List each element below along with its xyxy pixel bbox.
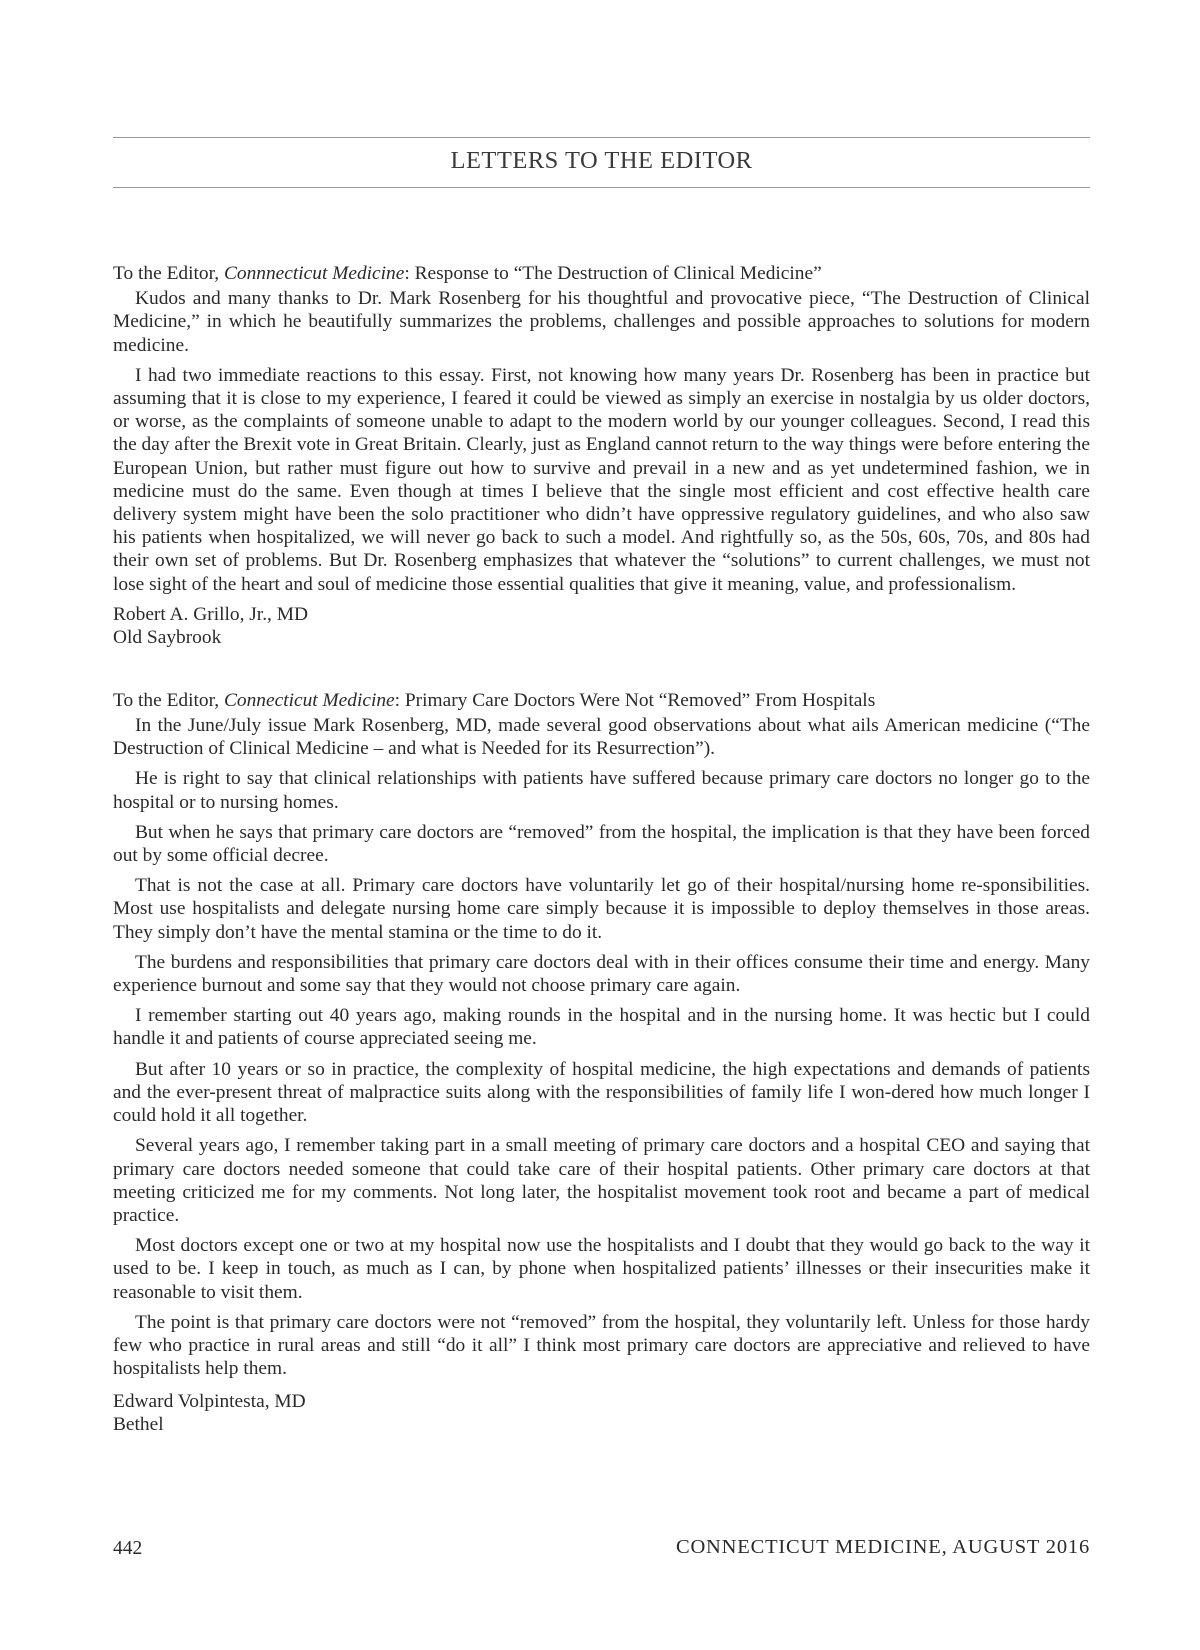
signature-block xyxy=(113,1390,1090,1436)
section-title: LETTERS TO THE EDITOR xyxy=(450,147,753,174)
author-name: Robert A. Grillo, Jr., MD xyxy=(113,603,308,625)
letter-heading xyxy=(113,689,1090,712)
journal-name: Connnecticut Medicine xyxy=(223,263,405,284)
letter-paragraph: The burdens and responsibilities that primary care doctors deal with in their offices consume their time and energy. Many experience burnout and some say that they would not choose primary care again. xyxy=(113,951,1090,997)
letter-paragraph: That is not the case at all. Primary care doctors have voluntarily let go of their hospital/nursing home re-sponsibilities. Most use hospitalists and delegate nursing home care simply because it is impossible to deploy themselves in those areas. They simply don’t have the mental stamina or the time to do it. xyxy=(113,875,1090,943)
letter-paragraph: Most doctors except one or two at my hospital now use the hospitalists and I doubt that they would go back to the way it used to be. I keep in touch, as much as I can, by phone when hospitalized patients’ illnesses or their insecurities make it reasonable to visit them. xyxy=(113,1235,1090,1303)
letter-paragraph: I remember starting out 40 years ago, making rounds in the hospital and in the nursing home. It was hectic but I could handle it and patients of course appreciated seeing me. xyxy=(113,1005,1090,1050)
letter-paragraph: I had two immediate reactions to this essay. First, not knowing how many years Dr. Rosenberg has been in practice but assuming that it is close to my experience, I feared it could be viewed as simply an exercise in nostalgia by us older doctors, or worse, as the complaints of someone unable to adapt to the modern world by our younger colleagues. Second, I read this the day after the Brexit vote in Great Britain. Clearly, just as England cannot return to the way things were before entering the European Union, but rather must figure out how to survive and prevail in a new and as yet undetermined fashion, we in medicine must do the same. Even though at times I believe that the single most efficient and cost effective health care delivery system might have been the solo practitioner who didn’t have oppressive regulatory guidelines, and who also saw his patients when hospitalized, we will never go back to such a model. And rightfully so, as the 50s, 60s, 70s, and 80s had their own set of problems. But Dr. Rosenberg emphasizes that whatever the “solutions” to current challenges, we must not lose sight of the heart and soul of medicine those essential qualities that give it meaning, value, and professionalism. xyxy=(113,364,1090,595)
letter-paragraph: The point is that primary care doctors were not “removed” from the hospital, they voluntarily left. Unless for those hardy few who practice in rural areas and still “do it all” I think most primary care doctors are appreciative and relieved to have hospitalists help them. xyxy=(113,1311,1090,1380)
letter-paragraph: But when he says that primary care doctors are “removed” from the hospital, the implication is that they have been forced out by some official decree. xyxy=(113,821,1090,867)
heading-suffix: : Response to “The Destruction of Clinical Medicine” xyxy=(404,263,822,284)
journal-name: Connecticut Medicine xyxy=(223,689,395,711)
section-header xyxy=(113,137,1090,188)
heading-suffix: : Primary Care Doctors Were Not “Removed” From Hospitals xyxy=(394,689,876,711)
letter-paragraph: He is right to say that clinical relationships with patients have suffered because primary care doctors no longer go to the hospital or to nursing homes. xyxy=(113,768,1090,813)
page-number: 442 xyxy=(113,1538,143,1559)
letter-paragraph: Kudos and many thanks to Dr. Mark Rosenberg for his thoughtful and provocative piece, “The Destruction of Clinical Medicine,” in which he beautifully summarizes the problems, challenges and possible approaches to solutions for modern medicine. xyxy=(113,288,1090,356)
letters-content xyxy=(113,262,1090,1436)
letter-paragraph: But after 10 years or so in practice, the complexity of hospital medicine, the high expectations and demands of patients and the ever-present threat of malpractice suits along with the responsibilities of family life I won-dered how much longer I could hold it all together. xyxy=(113,1058,1090,1127)
journal-issue: CONNECTICUT MEDICINE, AUGUST 2016 xyxy=(675,1536,1090,1558)
letter-paragraph: In the June/July issue Mark Rosenberg, MD, made several good observations about what ails American medicine (“The Destruction of Clinical Medicine – and what is Needed for its Resurrection”). xyxy=(113,715,1090,760)
letter-volpintesta xyxy=(113,689,1090,1436)
letter-grillo xyxy=(113,262,1090,649)
author-name: Edward Volpintesta, MD xyxy=(113,1391,306,1413)
author-location: Bethel xyxy=(113,1414,164,1436)
signature-block xyxy=(113,603,1090,649)
letter-paragraph: Several years ago, I remember taking part in a small meeting of primary care doctors and a hospital CEO and saying that primary care doctors needed someone that could take care of their hospital patients. Other primary care doctors at that meeting criticized me for my comments. Not long later, the hospitalist movement took root and became a part of medical practice. xyxy=(113,1135,1090,1226)
heading-prefix: To the Editor, xyxy=(113,263,224,284)
letter-heading xyxy=(113,262,1090,285)
author-location: Old Saybrook xyxy=(113,626,222,648)
heading-prefix: To the Editor, xyxy=(113,689,224,711)
